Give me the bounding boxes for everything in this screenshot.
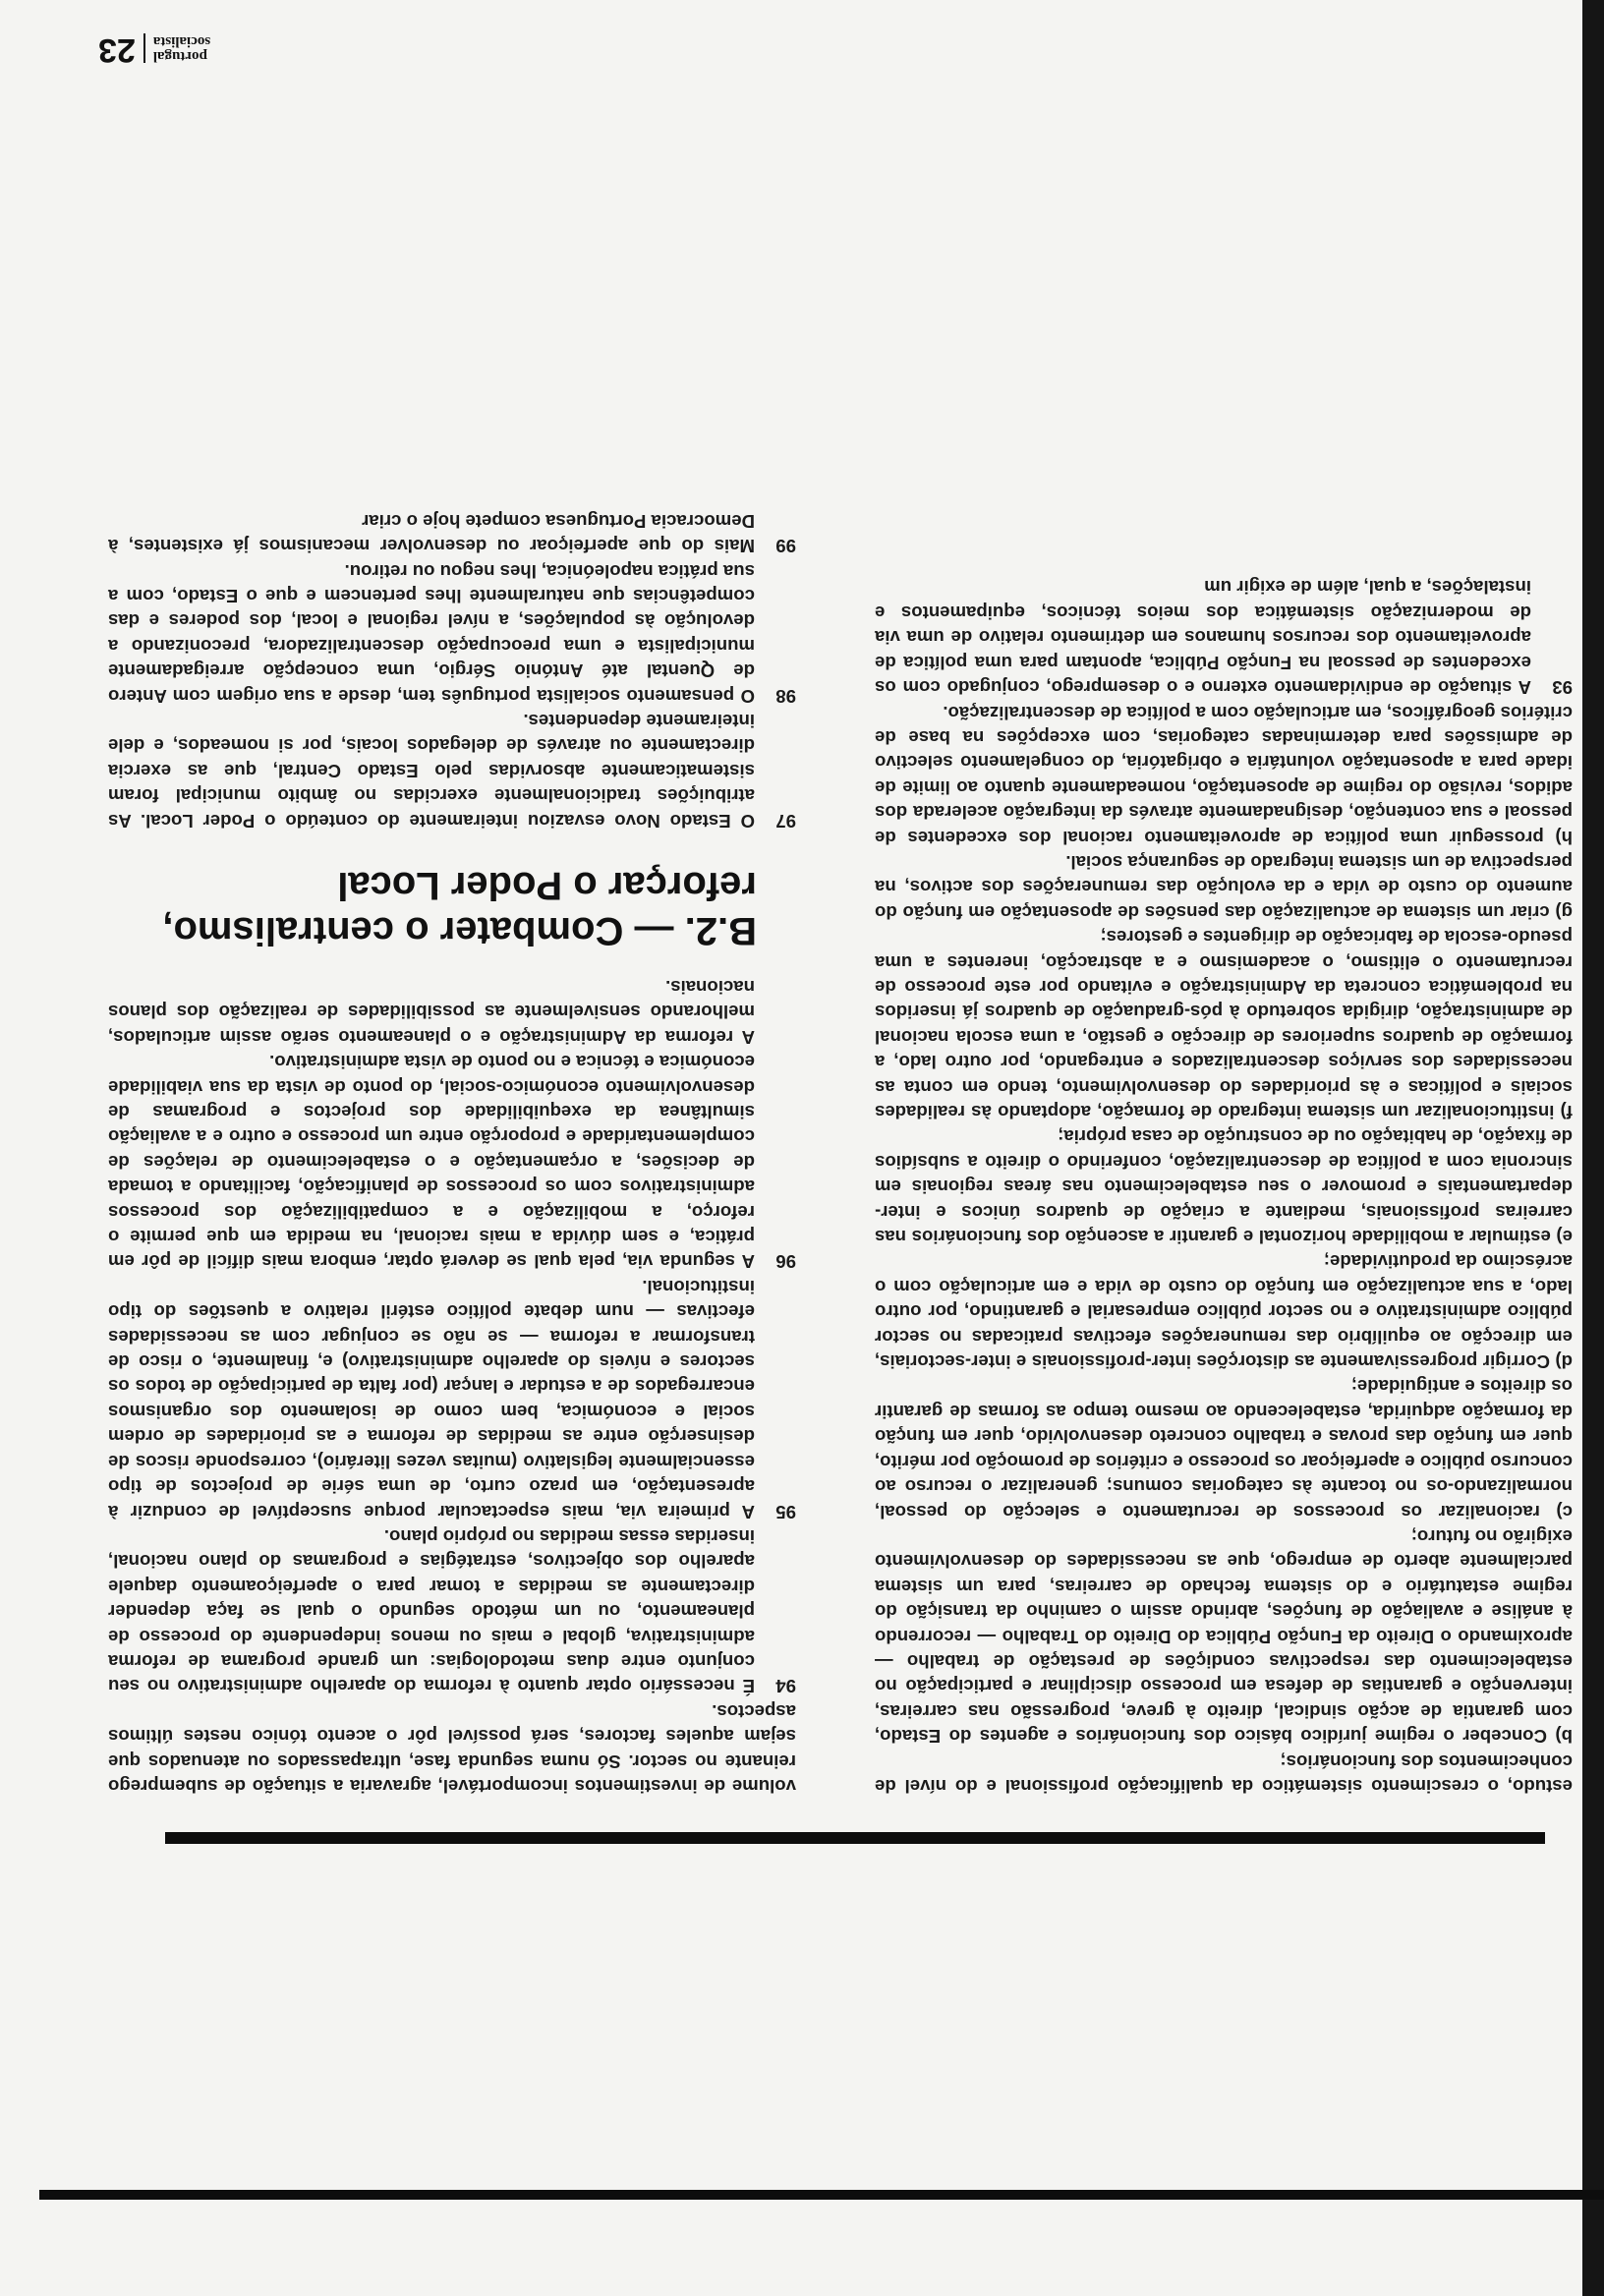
brand-line: portugal [152,48,207,64]
right-column [108,508,796,1799]
paragraph: volume de investimentos incomportável, agravaria a situação de subemprego reinante no sector. Só numa segunda fase, ultrapassados ou atenuados que sejam aqueles factores, será possível pôr o acento tónico nestes últimos aspectos. [108,1700,796,1797]
item-text: A reforma da Administração e o planeamento serão assim articulados, melhorando sensivelmente as possibilidades de realização dos planos nacionais. [108,977,755,1048]
item-text: O pensamento socialista português tem, desde a sua origem com Antero de Quental até António Sérgio, uma concepção arreigadamente municipalista e uma preocupação descentralizadora, preconizando a devolução às populações, a nível regional e local, dos poderes e das competências que naturalmente lhes pertencem e que o Estado, com a sua prática napoleónica, lhes negou ou retirou. [108,560,755,707]
section-heading: B.2. — Combater o centralismo, reforçar o Poder Local [162,863,757,952]
numbered-item [108,558,796,708]
numbered-item [108,975,796,1275]
numbered-item [108,709,796,833]
item-text: A segunda via, pela qual se deverá optar, embora mais difícil de pôr em prática, e sem dúvida a mais racional, na medida em que permite o reforço, a mobilização e a compatibilização dos processos administrativos com os processos de planificação, facilitando a tomada de decisões, a orçamentação e o estabelecimento de relações de complementaridade e proporção entre um processo e outro e a avaliação simultânea da exequibilidade dos projectos e programas de desenvolvimento económico-social, do ponto de vista da sua viabilidade económica e técnica e no ponto de vista administrativo. [108,1052,755,1273]
item-number: 97 [775,810,796,832]
item-number: 99 [775,536,796,557]
item-number: 94 [775,1676,796,1697]
list-item: h) prosseguir uma política de aproveitamento racional dos excedentes de pessoal e sua contenção, designadamente através da integração acelerada dos adidos, revisão do regime de aposentação, nomeadamente quanto ao limite de idade para a aposentação voluntária e obrigatória, do congelamento selectivo de admissões para determinadas categorias, com excepções na base de critérios geográficos, em articulação com a política de descentralização. [875,702,1573,848]
numbered-item [108,1524,796,1699]
item-text: A primeira via, mais espectacular porque susceptível de conduzir à apresentação, em prazo curto, de uma série de projectos de tipo essencialmente legislativo (muitas vezes literário), corresponde riscos de desinserção entre as medidas de reforma e as prioridades de ordem social e económica, bem como de isolamento dos organismos encarregados de a estudar e lançar (por falta de participação de todos os sectores e níveis do aparelho administrativo) e, finalmente, o risco de transformar a reforma — se não se conjugar com as necessidades efectivas — num debate político estéril relativo a questões do tipo institucional. [108,1276,755,1522]
numbered-item [108,1274,796,1523]
brand-line: socialista [152,33,211,49]
item-number: 95 [775,1501,796,1522]
item-number: 98 [775,685,796,707]
horizontal-rule [165,1832,1545,1844]
page-number: 23 [98,31,136,69]
list-item: g) criar um sistema de actualização das pensões de aposentação em função do aumento do custo de vida e da evolução das remunerações dos activos, na perspectiva de um sistema integrado de segurança social. [875,851,1573,923]
item-text: O Estado Novo esvaziou inteiramente do conteúdo o Poder Local. As atribuições tradicionalmente exercidas no âmbito municipal foram sistematicamente absorvidas pelo Estado Central, que as exercia directamente ou através de delegados locais, por si nomeados, e dele inteiramente dependentes. [108,710,755,832]
item-text: Mais do que aperfeiçoar ou desenvolver mecanismos já existentes, à Democracia Portuguesa compete hoje o criar [108,510,755,557]
item-number: 96 [775,1251,796,1273]
list-item: d) Corrigir progressivamente as distorções inter-profissionais e inter-sectoriais, em direcção ao equilíbrio das remunerações efectivas praticadas no sector público administrativo e no sector público empresarial e garantindo, por outro lado, a sua actualização em função do custo de vida e em articulação com o acréscimo da produtividade; [875,1251,1573,1373]
list-item: e) estimular a mobilidade horizontal e garantir a ascenção dos funcionários nas carreiras profissionais, mediante a criação de quadros únicos e inter-departamentais e promover o seu estabelecimento nas áreas regionais em sincronia com a política de descentralização, conferindo o direito a subsídios de fixação, de habitação ou de construção de casa própria; [875,1126,1573,1248]
item-number: 93 [1552,677,1573,699]
list-item: c) racionalizar os processos de recrutamento e selecção do pessoal, normalizando-os no tocante às categorias comuns; generalizar o recurso ao concurso público e aperfeiçoar os processo e critérios de promoção por mérito, quer em função das provas e trabalho concreto desenvolvido, quer em função da formação adquirida, estabelecendo ao mesmo tempo as formas de garantir os direitos e antiguidade; [875,1376,1573,1522]
scan-frame-edge [1582,0,1604,2296]
list-item: b) Conceber o regime jurídico básico dos funcionários e agentes do Estado, com garantia de acção sindical, direito à greve, progressão nas carreiras, intervenção e garantias de defesa em processo disciplinar e participação no estabelecimento das respectivas condições de prestação de trabalho — aproximando o Direito da Função Pública do Direito do Trabalho — recorrendo à análise e avaliação de funções, abrindo assim o caminho da transição do regime estatutário e do sistema fechado de carreiras, para um sistema parcialmente aberto de emprego, que as necessidades do desenvolvimento exigirão no futuro; [875,1525,1573,1748]
paragraph: estudo, o crescimento sistemático da qualificação profissional e do nível de conhecimentos dos funcionários; [875,1751,1573,1797]
item-text: É necessário optar quanto à reforma do aparelho administrativo no seu conjunto entre duas metodologias: um grande programa de reforma administrativa, global e mais ou menos independente do processo de planeamento, ou um método segundo o qual se faça depender directamente as medidas a tomar para o aperfeiçoamento daquele aparelho dos objectivos, estratégias e programas do plano nacional, inseridas essas medidas no próprio plano. [108,1525,755,1697]
page-footer [98,33,210,67]
rotated-page [98,31,1582,1808]
list-item: f) institucionalizar um sistema integrado de formação, adoptando às realidades sociais e políticas e às prioridades do desenvolvimento, tendo em conta as necessidades dos serviços descentralizados e entregando, por outro lado, a formação de quadros superiores de direcção e gestão, a uma escola nacional de administração, dirigida sobretudo à pós-graduação de quadros já inseridos na problemática concreta da Administração e evitando por este processo de recrutamento o elitismo, o academismo e a abstracção, inerentes a uma pseudo-escola de fabricação de dirigentes e gestores; [875,927,1573,1123]
left-column [875,575,1573,1799]
publication-logo [143,33,210,63]
numbered-item [875,575,1573,700]
item-text-group [108,975,755,1275]
item-text: A situação de endividamento externo e o desemprego, conjugado com os excedentes de pessoal na Função Pública, apontam para uma política de aproveitamento dos recursos humanos em detrimento relativo de uma via de modernização sistemática dos meios técnicos, equipamentos e instalações, a qual, além de exigir um [875,577,1531,699]
numbered-item [108,508,796,558]
scan-frame-line [39,2190,1604,2200]
